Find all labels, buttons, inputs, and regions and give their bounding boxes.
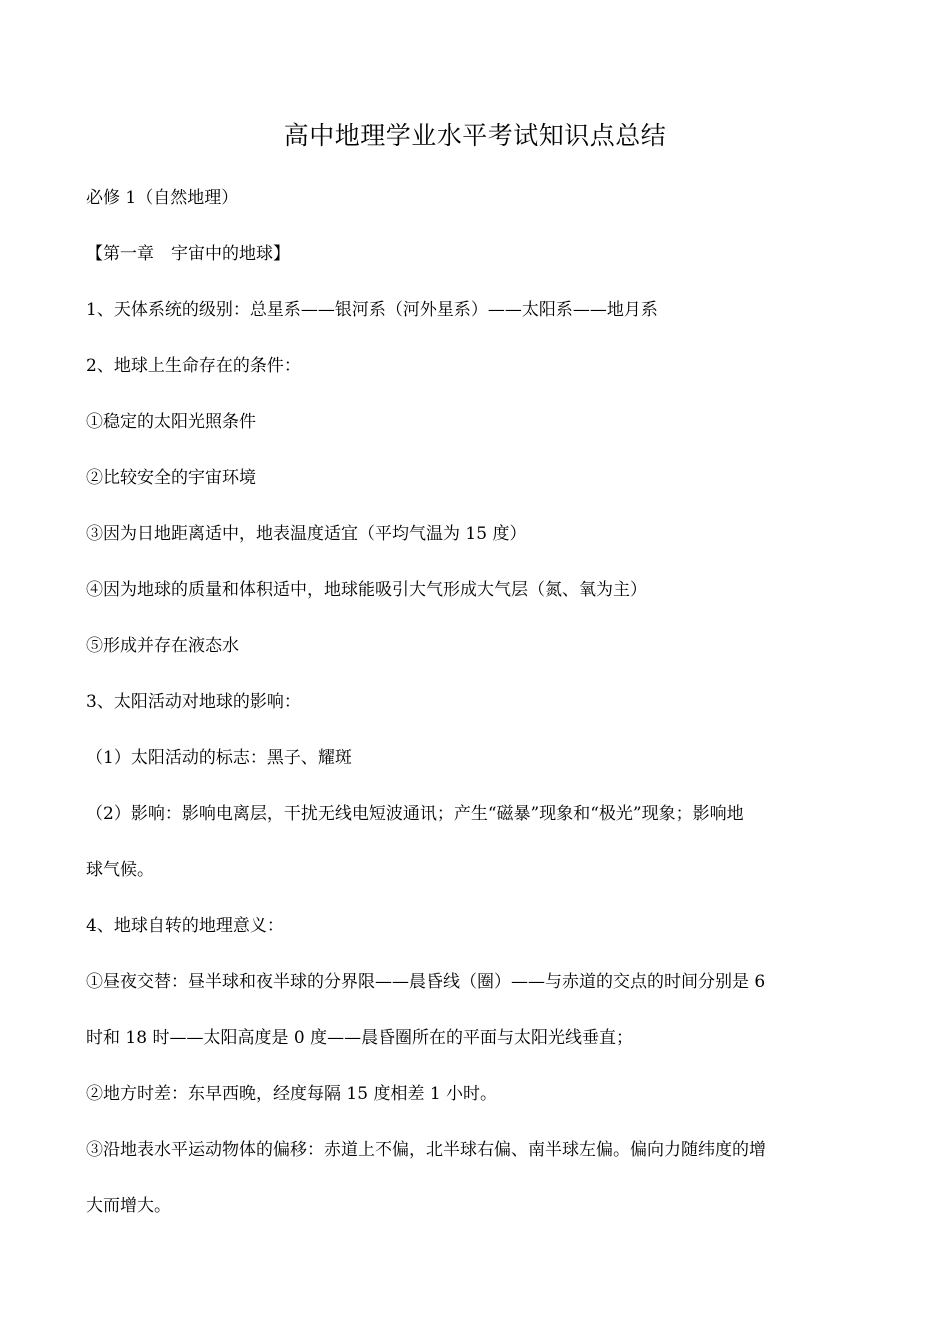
document-title: 高中地理学业水平考试知识点总结 bbox=[283, 121, 667, 150]
text-line: 时和 18 时——太阳高度是 0 度——晨昏圈所在的平面与太阳光线垂直； bbox=[86, 1028, 634, 1048]
text-line: ④因为地球的质量和体积适中，地球能吸引大气形成大气层（氮、氧为主） bbox=[86, 580, 647, 600]
text-line: ②地方时差：东早西晚，经度每隔 15 度相差 1 小时。 bbox=[86, 1084, 498, 1104]
text-line: 4、地球自转的地理意义： bbox=[86, 916, 284, 936]
text-line: ②比较安全的宇宙环境 bbox=[86, 468, 256, 488]
text-line: ③因为日地距离适中，地表温度适宜（平均气温为 15 度） bbox=[86, 524, 527, 544]
text-line: 2、地球上生命存在的条件： bbox=[86, 356, 301, 376]
chapter-heading: 【第一章 宇宙中的地球】 bbox=[86, 244, 290, 264]
text-line: ①昼夜交替：昼半球和夜半球的分界限——晨昏线（圈）——与赤道的交点的时间分别是 6 bbox=[86, 972, 766, 992]
subject-heading: 必修 1（自然地理） bbox=[86, 188, 239, 208]
text-line: ①稳定的太阳光照条件 bbox=[86, 412, 256, 432]
text-line: 3、太阳活动对地球的影响： bbox=[86, 692, 301, 712]
text-line: （1）太阳活动的标志：黑子、耀斑 bbox=[86, 748, 352, 768]
text-line: ③沿地表水平运动物体的偏移：赤道上不偏，北半球右偏、南半球左偏。偏向力随纬度的增 bbox=[86, 1140, 766, 1160]
text-line: （2）影响：影响电离层，干扰无线电短波通讯；产生“磁暴”现象和“极光”现象；影响地 bbox=[86, 804, 744, 824]
text-line: ⑤形成并存在液态水 bbox=[86, 636, 239, 656]
text-line: 1、天体系统的级别：总星系——银河系（河外星系）——太阳系——地月系 bbox=[86, 300, 658, 320]
text-line: 球气候。 bbox=[86, 860, 154, 880]
text-line: 大而增大。 bbox=[86, 1196, 171, 1216]
